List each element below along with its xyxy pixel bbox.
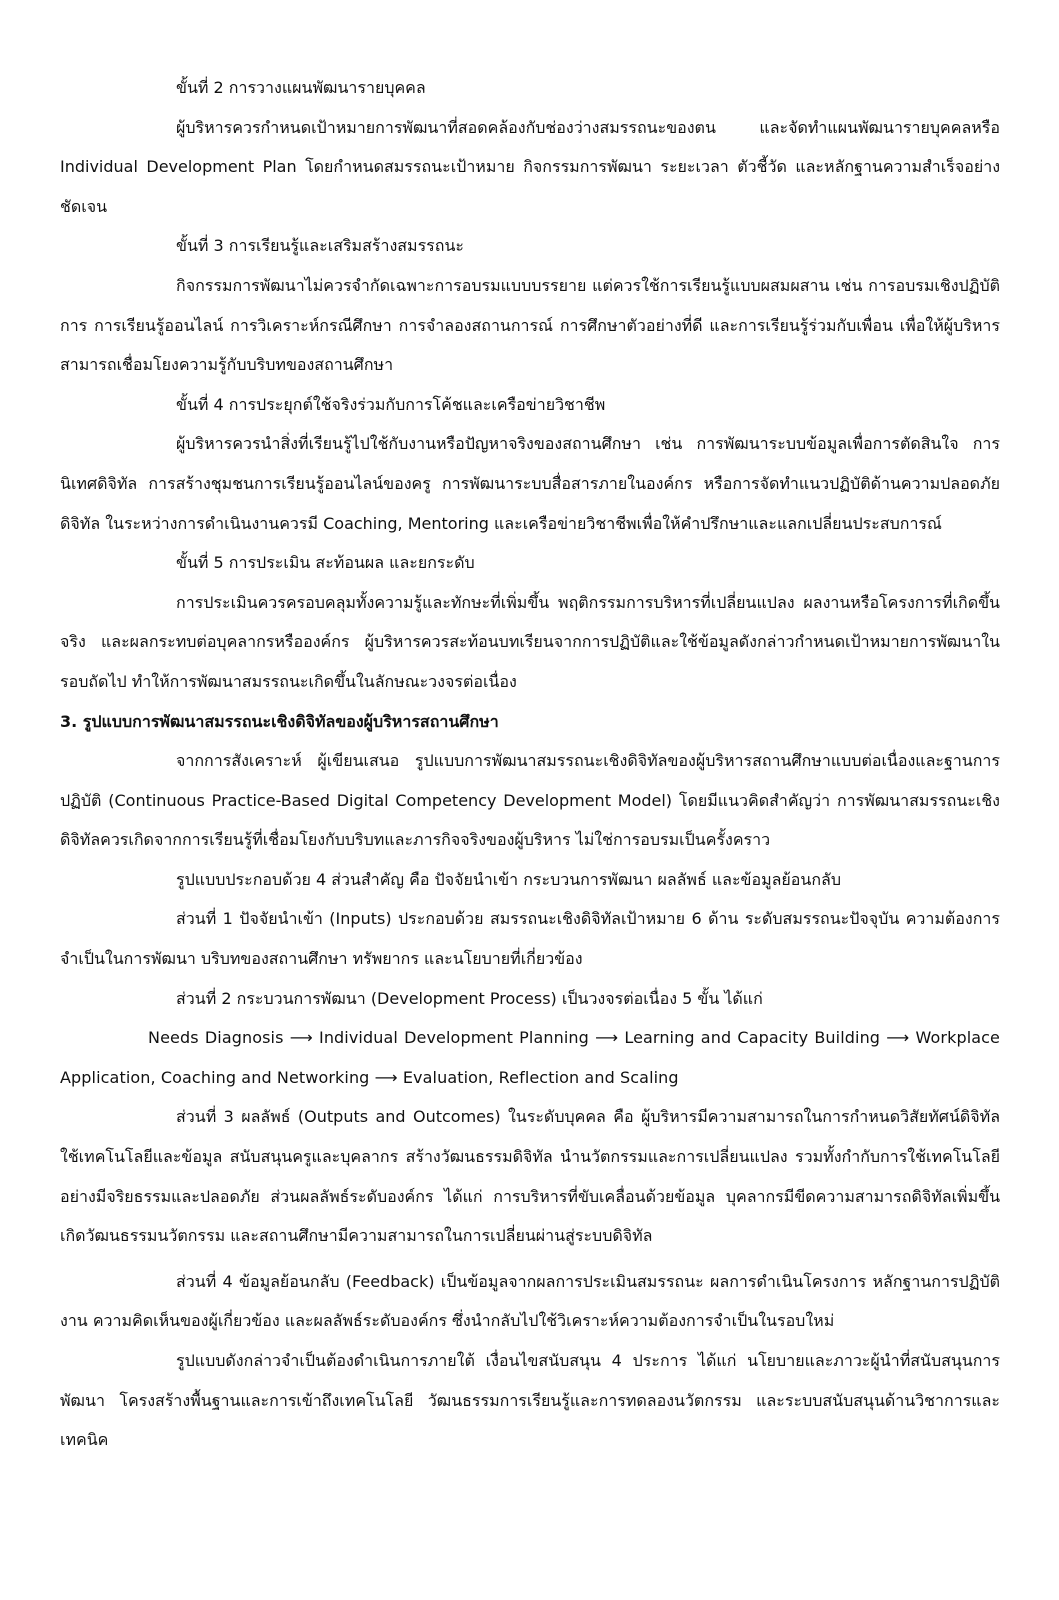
part-3-paragraph: ส่วนที่ 3 ผลลัพธ์ (Outputs and Outcomes) ในระดับบุคคล คือ ผู้บริหารมีความสามารถในการกำหนดวิสัยทัศน์ดิจิทัล ใช้เทคโนโลยีและข้อมูล สนับสนุนครูและบุคลากร สร้างวัฒนธรรมดิจิทัล นำนวัตกรรมและการเปลี่ยนแปลง รวมทั้งกำกับการใช้เทคโนโลยีอย่างมีจริยธรรมและปลอดภัย ส่วนผลลัพธ์ระดับองค์กร ได้แก่ การบริหารที่ขับเคลื่อนด้วยข้อมูล บุคลากรมีขีดความสามารถดิจิทัลเพิ่มขึ้น เกิดวัฒนธรรมนวัตกรรม และสถานศึกษามีความสามารถในการเปลี่ยนผ่านสู่ระบบดิจิทัล: [60, 1107, 1000, 1246]
step-2-title: ขั้นที่ 2 การวางแผนพัฒนารายบุคคล: [176, 78, 426, 97]
section-3-intro: จากการสังเคราะห์ ผู้เขียนเสนอ รูปแบบการพัฒนาสมรรถนะเชิงดิจิทัลของผู้บริหารสถานศึกษาแบบต่อเนื่องและฐานการปฏิบัติ (Continuous Practice-Based Digital Competency Development Model) โดยมีแนวคิดสำคัญว่า การพัฒนาสมรรถนะเชิงดิจิทัลควรเกิดจากการเรียนรู้ที่เชื่อมโยงกับบริบทและภารกิจจริงของผู้บริหาร ไม่ใช่การอบรมเป็นครั้งคราว: [60, 751, 1000, 850]
part-4-paragraph: ส่วนที่ 4 ข้อมูลย้อนกลับ (Feedback) เป็นข้อมูลจากผลการประเมินสมรรถนะ ผลการดำเนินโครงการ หลักฐานการปฏิบัติงาน ความคิดเห็นของผู้เกี่ยวข้อง และผลลัพธ์ระดับองค์กร ซึ่งนำกลับไปใช้วิเคราะห์ความต้องการจำเป็นในรอบใหม่: [60, 1271, 1000, 1331]
section-3-heading: 3. รูปแบบการพัฒนาสมรรถนะเชิงดิจิทัลของผู้บริหารสถานศึกษา: [60, 711, 499, 731]
step-4-title: ขั้นที่ 4 การประยุกต์ใช้จริงร่วมกับการโค้ชและเครือข่ายวิชาชีพ: [176, 394, 606, 414]
step-5-title: ขั้นที่ 5 การประเมิน สะท้อนผล และยกระดับ: [176, 553, 475, 573]
model-components-paragraph: รูปแบบประกอบด้วย 4 ส่วนสำคัญ คือ ปัจจัยนำเข้า กระบวนการพัฒนา ผลลัพธ์ และข้อมูลย้อนกลับ: [176, 869, 841, 889]
support-conditions-paragraph: รูปแบบดังกล่าวจำเป็นต้องดำเนินการภายใต้ เงื่อนไขสนับสนุน 4 ประการ ได้แก่ นโยบายและภาวะผู้นำที่สนับสนุนการพัฒนา โครงสร้างพื้นฐานและการเข้าถึงเทคโนโลยี วัฒนธรรมการเรียนรู้และการทดลองนวัตกรรม และระบบสนับสนุนด้านวิชาการและเทคนิค: [60, 1351, 1000, 1450]
step-2-paragraph: ผู้บริหารควรกำหนดเป้าหมายการพัฒนาที่สอดคล้องกับช่องว่างสมรรถนะของตน และจัดทำแผนพัฒนารายบุคคลหรือ Individual Development Plan โดยกำหนดสมรรถนะเป้าหมาย กิจกรรมการพัฒนา ระยะเวลา ตัวชี้วัด และหลักฐานความสำเร็จอย่างชัดเจน: [60, 117, 1001, 216]
step-5-paragraph: การประเมินควรครอบคลุมทั้งความรู้และทักษะที่เพิ่มขึ้น พฤติกรรมการบริหารที่เปลี่ยนแปลง ผลงานหรือโครงการที่เกิดขึ้นจริง และผลกระทบต่อบุคลากรหรือองค์กร ผู้บริหารควรสะท้อนบทเรียนจากการปฏิบัติและใช้ข้อมูลดังกล่าวกำหนดเป้าหมายการพัฒนาในรอบถัดไป ทำให้การพัฒนาสมรรถนะเกิดขึ้นในลักษณะวงจรต่อเนื่อง: [60, 592, 1000, 691]
step-4-paragraph: ผู้บริหารควรนำสิ่งที่เรียนรู้ไปใช้กับงานหรือปัญหาจริงของสถานศึกษา เช่น การพัฒนาระบบข้อมูลเพื่อการตัดสินใจ การนิเทศดิจิทัล การสร้างชุมชนการเรียนรู้ออนไลน์ของครู การพัฒนาระบบสื่อสารภายในองค์กร หรือการจัดทำแนวปฏิบัติด้านความปลอดภัยดิจิทัล ในระหว่างการดำเนินงานควรมี Coaching, Mentoring และเครือข่ายวิชาชีพเพื่อให้คำปรึกษาและแลกเปลี่ยนประสบการณ์: [60, 434, 1000, 533]
document-body: [60, 68, 1000, 1460]
part-2-paragraph: ส่วนที่ 2 กระบวนการพัฒนา (Development Process) เป็นวงจรต่อเนื่อง 5 ขั้น ได้แก่: [176, 988, 763, 1008]
process-flow: Needs Diagnosis ⟶ Individual Development Planning ⟶ Learning and Capacity Building ⟶ Workplace Application, Coaching and Networking ⟶ Evaluation, Reflection and Scaling: [60, 1028, 1000, 1087]
step-3-paragraph: กิจกรรมการพัฒนาไม่ควรจำกัดเฉพาะการอบรมแบบบรรยาย แต่ควรใช้การเรียนรู้แบบผสมผสาน เช่น การอบรมเชิงปฏิบัติการ การเรียนรู้ออนไลน์ การวิเคราะห์กรณีศึกษา การจำลองสถานการณ์ การศึกษาตัวอย่างที่ดี และการเรียนรู้ร่วมกับเพื่อน เพื่อให้ผู้บริหารสามารถเชื่อมโยงความรู้กับบริบทของสถานศึกษา: [60, 275, 1000, 375]
step-3-title: ขั้นที่ 3 การเรียนรู้และเสริมสร้างสมรรถนะ: [176, 236, 464, 256]
part-1-paragraph: ส่วนที่ 1 ปัจจัยนำเข้า (Inputs) ประกอบด้วย สมรรถนะเชิงดิจิทัลเป้าหมาย 6 ด้าน ระดับสมรรถนะปัจจุบัน ความต้องการจำเป็นในการพัฒนา บริบทของสถานศึกษา ทรัพยากร และนโยบายที่เกี่ยวข้อง: [60, 909, 1000, 969]
